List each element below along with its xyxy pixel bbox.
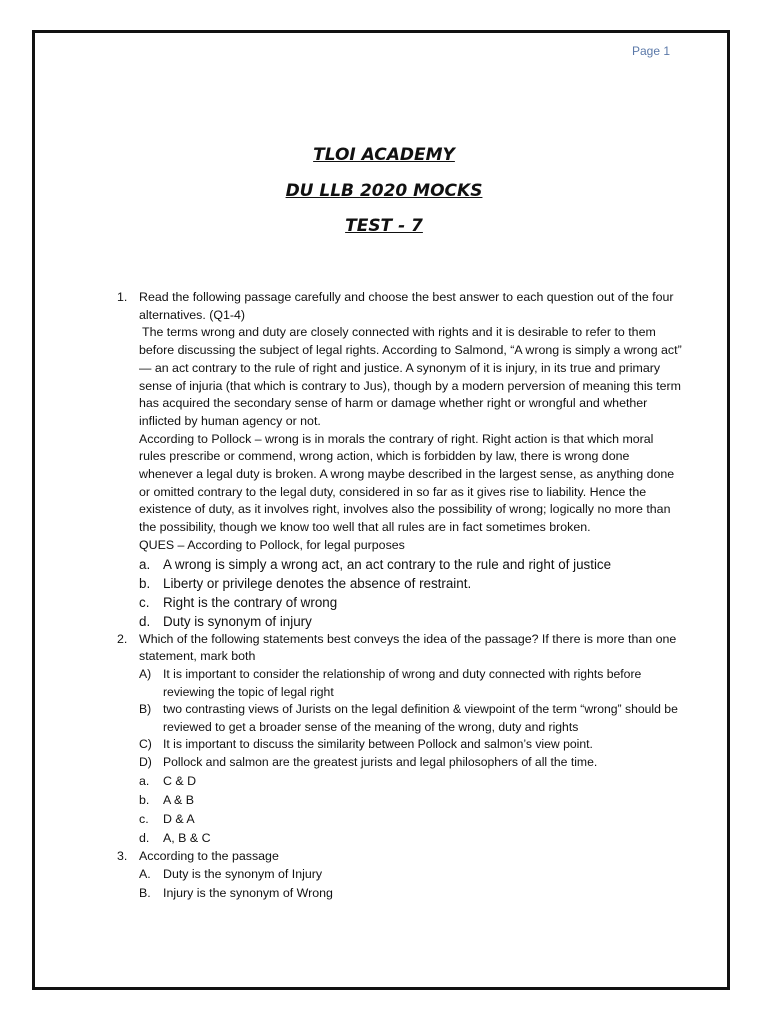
option-letter: a. [139, 773, 150, 788]
option-a [139, 865, 682, 884]
option-letter: A. [139, 867, 151, 882]
statement-letter: A) [139, 666, 152, 681]
question-prompt: QUES – According to Pollock, for legal purposes [139, 537, 405, 552]
question-text: According to the passage [139, 848, 279, 863]
option-text: Liberty or privilege denotes the absence of restraint. [163, 575, 472, 591]
option-text: Duty is synonym of injury [163, 613, 312, 629]
academy-title: TLOI ACADEMY [313, 145, 455, 165]
option-letter: a. [139, 556, 151, 572]
option-text: A, B & C [163, 830, 211, 845]
question-1 [112, 289, 682, 631]
questions [112, 289, 682, 903]
passage-paragraph: According to Pollock – wrong is in morals the contrary of right. Right action is that which moral rules prescribe or commend, wrong action, which is forbidden by law, there is wrong done whenever a legal duty is broken. A wrong maybe described in the largest sense, as anything done or omitted contrary to the legal duty, considered in so far as it gives rise to liability. Hence the existence of duty, as it involves right, involves also the possibility of wrong; logically no more than the possibility, though we know too well that all rules are in fact sometimes broken. [139, 431, 675, 535]
page-number: Page 1 [632, 44, 671, 58]
option-b [139, 791, 682, 810]
option-text: A & B [163, 792, 194, 807]
option-text: A wrong is simply a wrong act, an act contrary to the rule and right of justice [163, 556, 612, 572]
option-letter: c. [139, 811, 149, 826]
option-b [139, 574, 682, 593]
statement-text: two contrasting views of Jurists on the legal definition & viewpoint of the term “wrong” should be reviewed to get a broader sense of the meaning of the wrong, duty and rights [163, 702, 678, 734]
option-text: D & A [163, 811, 195, 826]
option-text: Injury is the synonym of Wrong [163, 886, 333, 901]
statement-letter: B) [139, 702, 152, 717]
option-text: Duty is the synonym of Injury [163, 867, 323, 882]
option-text: Right is the contrary of wrong [163, 594, 338, 610]
question-number: 2. [117, 631, 128, 646]
test-title: TEST - 7 [345, 216, 423, 236]
option-d [139, 612, 682, 631]
option-a [139, 555, 682, 574]
question-number: 3. [117, 848, 128, 863]
option-letter: d. [139, 613, 151, 629]
passage-paragraph: The terms wrong and duty are closely connected with rights and it is desirable to refer to them before discussing the subject of legal rights. According to Salmond, “A wrong is simply a wrong act” — an act contrary to the rule of right and justice. A synonym of it is injury, in its true and primary sense of injuria (that which is contrary to Jus), though by a modern perversion of meaning this term has acquired the secondary sense of harm or damage whether right or wrongful and whether inflicted by human agency or not. [139, 325, 682, 428]
mocks-title: DU LLB 2020 MOCKS [285, 181, 483, 201]
statement-d [139, 754, 682, 772]
statement-b [139, 701, 682, 736]
question-number: 1. [117, 290, 128, 304]
statement-text: It is important to consider the relationship of wrong and duty connected with rights before reviewing the topic of legal right [163, 666, 642, 699]
statement-letter: D) [139, 754, 152, 769]
option-c [139, 593, 682, 612]
question-text: Which of the following statements best conveys the idea of the passage? If there is more than one statement, mark both [139, 631, 677, 664]
statement-a [139, 666, 682, 701]
option-text: C & D [163, 773, 197, 788]
statement-text: It is important to discuss the similarity between Pollock and salmon’s view point. [163, 737, 593, 752]
statement-letter: C) [139, 737, 152, 752]
option-letter: B. [139, 886, 151, 901]
statement-text: Pollock and salmon are the greatest jurists and legal philosophers of all the time. [163, 754, 598, 769]
option-d [139, 829, 682, 848]
option-c [139, 810, 682, 829]
option-letter: d. [139, 830, 150, 845]
option-letter: b. [139, 792, 150, 807]
option-letter: b. [139, 575, 151, 591]
question-intro: Read the following passage carefully and choose the best answer to each question out of the four alternatives. (Q1-4) [139, 290, 674, 322]
statement-c [139, 736, 682, 754]
option-b [139, 884, 682, 903]
option-a [139, 772, 682, 791]
question-2 [112, 631, 682, 848]
question-3 [112, 848, 682, 904]
option-letter: c. [139, 594, 150, 610]
